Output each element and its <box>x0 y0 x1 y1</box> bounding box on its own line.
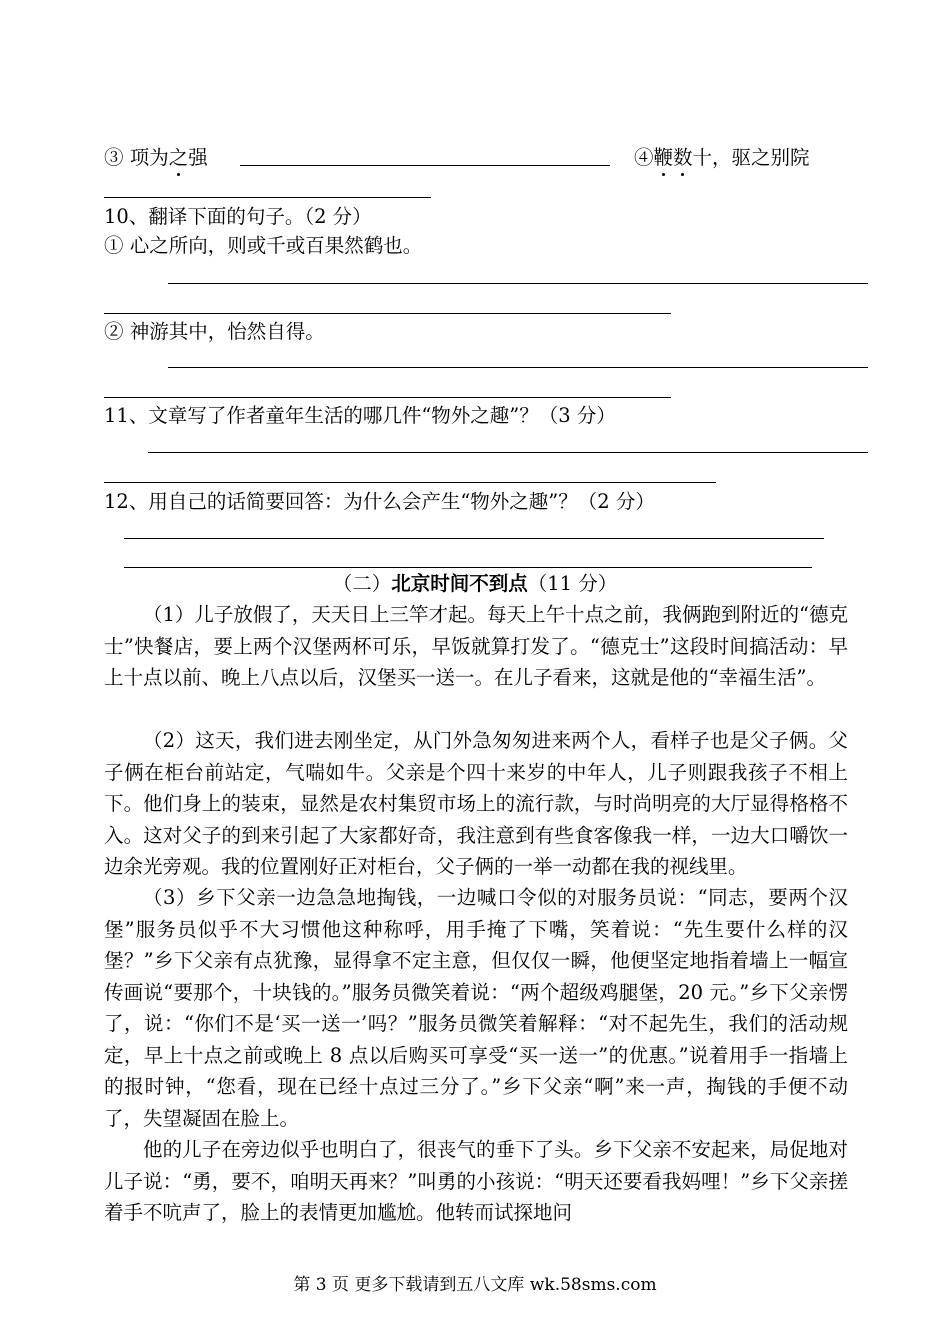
q10-title: 10、翻译下面的句子。（2 分） <box>104 205 372 228</box>
page-footer: 第 3 页 更多下载请到五八文库 wk.58sms.com <box>293 1275 657 1295</box>
q9-item4-answer-line[interactable] <box>104 197 431 198</box>
q12-title: 12、用自己的话简要回答：为什么会产生“物外之趣”？（2 分） <box>104 490 655 513</box>
passage-paragraph-1: （1）儿子放假了，天天日上三竿才起。每天上午十点之前，我俩跑到附近的“德克士”快餐店，要上两个汉堡两杯可乐，早饭就算打发了。“德克士”这段时间搞活动：早上十点以前、晚上八点以后，汉堡买一送一。在儿子看来，这就是他的“幸福生活”。 <box>104 603 848 689</box>
q10-sentence-2: ② 神游其中，怡然自得。 <box>104 320 325 343</box>
q9-item4-prefix: ④ <box>634 146 654 169</box>
q11-answer-line-1[interactable] <box>148 452 868 453</box>
section-title-bold: 北京时间不到点 <box>391 572 528 595</box>
passage-paragraph-4: 他的儿子在旁边似乎也明白了，很丧气的垂下了头。乡下父亲不安起来，局促地对儿子说：“勇，要不，咱明天再来？”叫勇的小孩说：“明天还要看我妈哩！”乡下父亲搓着手不吭声了，脸上的表情更加尴尬。他转而试探地问 <box>104 1138 848 1224</box>
q11-answer-line-2[interactable] <box>104 482 716 483</box>
passage-paragraph-3: （3）乡下父亲一边急急地掏钱，一边喊口令似的对服务员说：“同志，要两个汉堡”服务员似乎不大习惯他这种称呼，用手掩了下嘴，笑着说：“先生要什么样的汉堡？”乡下父亲有点犹豫，显得拿不定主意，但仅仅一瞬，他便坚定地指着墙上一幅宣传画说“要那个，十块钱的。”服务员微笑着说：“两个超级鸡腿堡，20 元。”乡下父亲愣了，说：“你们不是‘买一送一’吗？”服务员微笑着解释：“对不起先生，我们的活动规定，早上十点之前或晚上 8 点以后购买可享受“买一送一”的优惠。”说着用手一指墙上的报时钟，“您看，现在已经十点过三分了。”乡下父亲“啊”来一声，掏钱的手便不动了，失望凝固在脸上。 <box>104 886 848 1130</box>
q9-item3-suffix: 强 <box>188 146 208 169</box>
q10-s2-answer-line-1[interactable] <box>168 367 868 368</box>
q9-item3-prefix: ③ 项为 <box>104 146 169 169</box>
q9-item4-suffix: 十，驱之别院 <box>692 146 810 169</box>
section-title-prefix: （二） <box>332 572 392 595</box>
q12-answer-line-1[interactable] <box>124 538 824 539</box>
q9-item3-answer-line[interactable] <box>240 165 610 166</box>
section-title-suffix: （11 分） <box>527 572 618 595</box>
q9-item4-dotted-char-2: 数 <box>673 146 693 169</box>
q9-item3 <box>104 145 208 171</box>
q10-s1-answer-line-1[interactable] <box>168 283 868 284</box>
section-title <box>0 571 950 597</box>
q10-s2-answer-line-2[interactable] <box>104 397 671 398</box>
q9-item3-dotted-char: 之 <box>168 146 189 169</box>
passage-paragraph-2: （2）这天，我们进去刚坐定，从门外急匆匆进来两个人，看样子也是父子俩。父子俩在柜台前站定，气喘如牛。父亲是个四十来岁的中年人，儿子则跟我孩子不相上下。他们身上的装束，显然是农村集贸市场上的流行款，与时尚明亮的大厅显得格格不入。这对父子的到来引起了大家都好奇，我注意到有些食客像我一样，一边大口嚼饮一边余光旁观。我的位置刚好正对柜台，父子俩的一举一动都在我的视线里。 <box>104 729 848 878</box>
q10-sentence-1: ① 心之所向，则或千或百果然鹤也。 <box>104 234 423 257</box>
q9-item4-dotted-char-1: 鞭 <box>653 146 674 169</box>
q12-answer-line-2[interactable] <box>124 567 812 568</box>
q9-item4 <box>634 145 810 171</box>
q10-s1-answer-line-2[interactable] <box>104 313 671 314</box>
q11-title: 11、文章写了作者童年生活的哪几件“物外之趣”？（3 分） <box>104 404 616 427</box>
